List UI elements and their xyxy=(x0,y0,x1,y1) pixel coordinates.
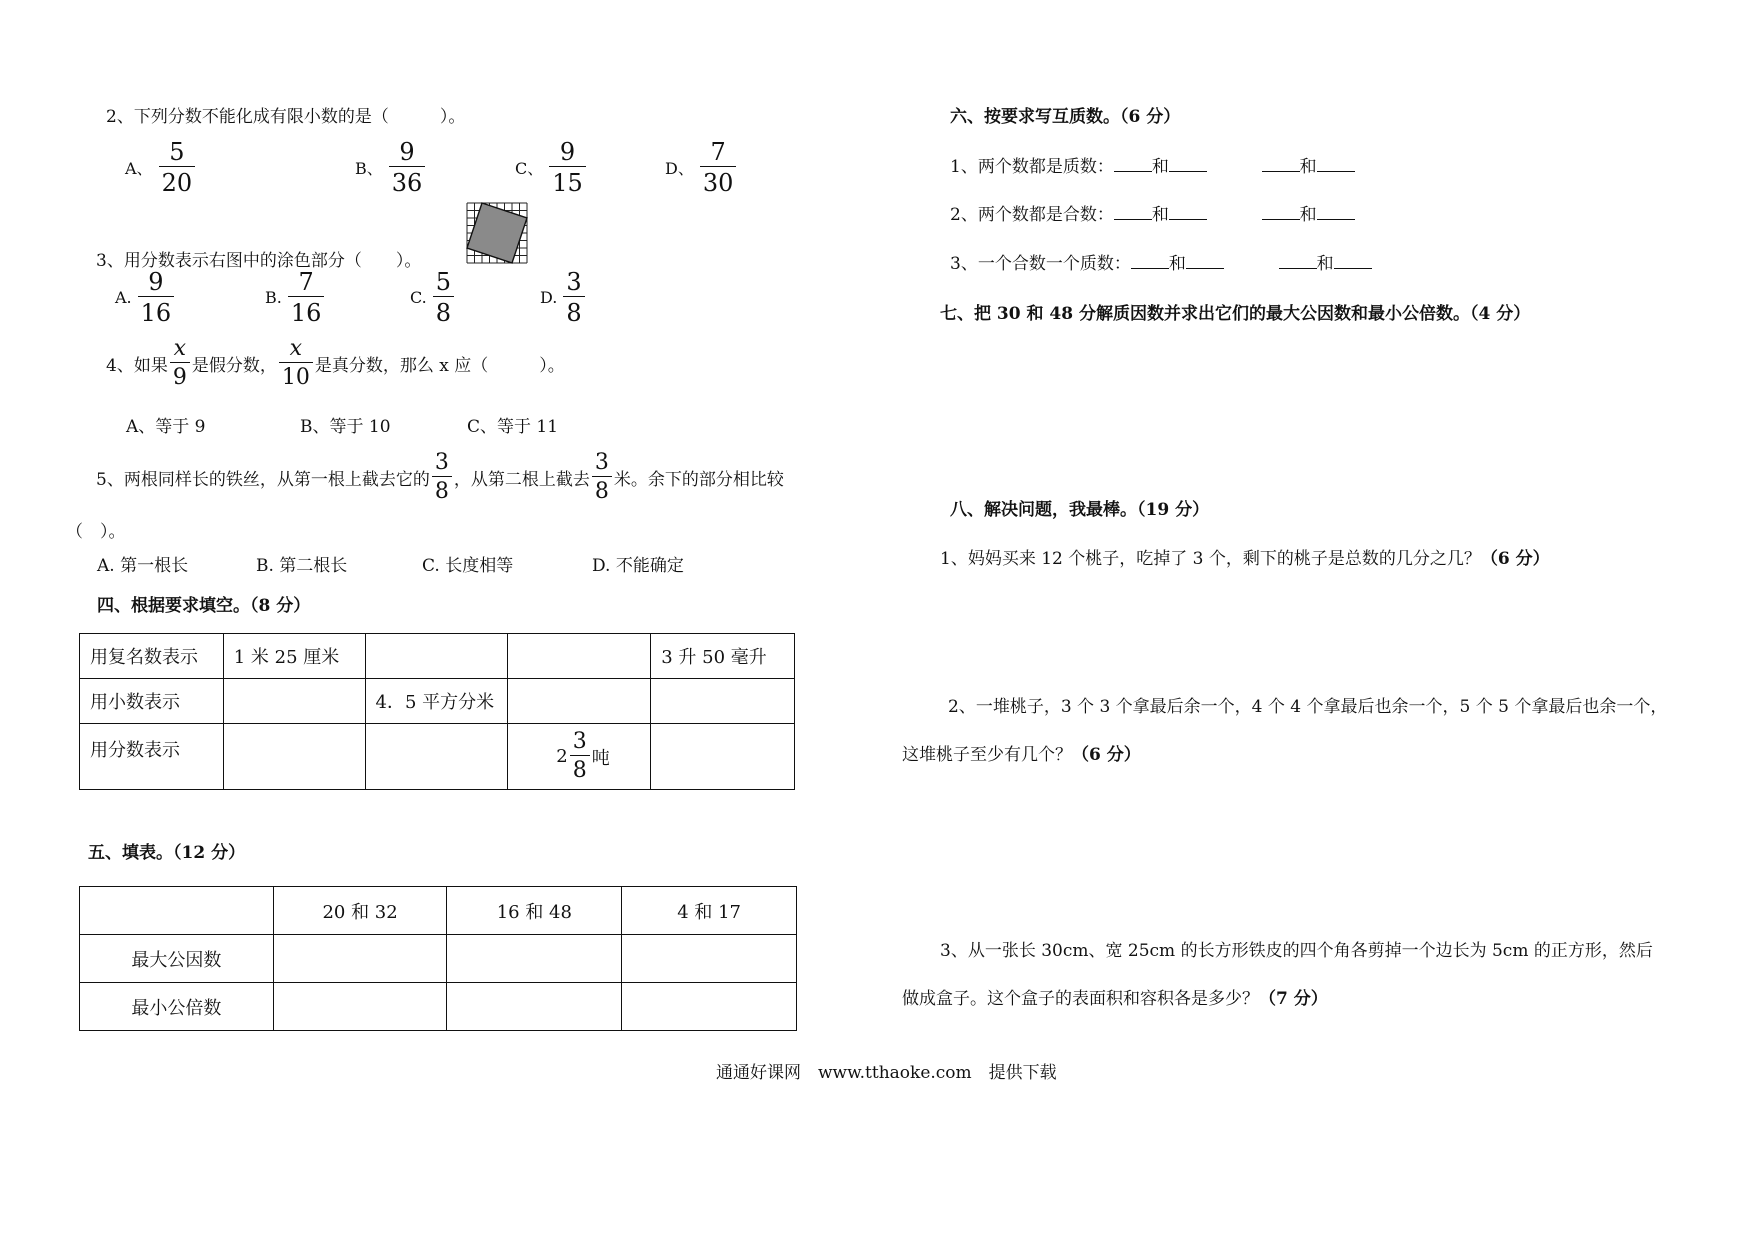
row-header: 用复名数表示 xyxy=(80,634,224,679)
q3-option-c[interactable] xyxy=(410,270,456,325)
problem-2-line1: 2、一堆桃子，3 个 3 个拿最后余一个，4 个 4 个拿最后也余一个，5 个 5 个拿最后也余一个， xyxy=(948,697,1668,717)
table-cell[interactable] xyxy=(447,983,622,1031)
q5-option-d[interactable]: D. 不能确定 xyxy=(592,556,684,576)
fraction: $\frac{9}{36}$ xyxy=(389,140,426,195)
answer-blank[interactable] xyxy=(1279,254,1317,269)
table-cell[interactable] xyxy=(365,634,508,679)
table-cell[interactable] xyxy=(651,724,795,790)
problem-text: 1、妈妈买来 12 个桃子，吃掉了 3 个，剩下的桃子是总数的几分之几？ xyxy=(940,549,1481,569)
item-label: 2、两个数都是合数： xyxy=(950,205,1114,225)
table-row xyxy=(80,724,795,790)
section4-title: 四、根据要求填空。（8 分） xyxy=(97,596,311,616)
table-cell[interactable]: 1 米 25 厘米 xyxy=(223,634,365,679)
table-header xyxy=(80,887,274,935)
q5-prefix: 5、两根同样长的铁丝，从第一根上截去它的 xyxy=(96,470,430,490)
q4-option-b[interactable]: B、等于 10 xyxy=(300,417,391,437)
q5-option-c[interactable]: C. 长度相等 xyxy=(422,556,514,576)
table-header: 4 和 17 xyxy=(622,887,797,935)
answer-blank[interactable] xyxy=(1131,254,1169,269)
option-label: C. xyxy=(410,288,427,307)
fraction: $\frac{3}{8}$ xyxy=(563,270,584,325)
q5-suffix: 米。余下的部分相比较 xyxy=(613,470,784,490)
shaded-grid-figure xyxy=(466,202,528,264)
mixed-unit: 吨 xyxy=(591,747,610,769)
table-row xyxy=(80,634,795,679)
option-label: A. xyxy=(115,288,132,307)
table-cell[interactable] xyxy=(622,935,797,983)
q4-option-a[interactable]: A、等于 9 xyxy=(126,417,206,437)
table-row xyxy=(80,983,797,1031)
table-cell[interactable] xyxy=(273,983,447,1031)
fraction: $\frac{x}{10}$ xyxy=(279,338,313,389)
q2-option-b[interactable] xyxy=(355,140,427,195)
table-row xyxy=(80,679,795,724)
problem-3-line1: 3、从一张长 30cm、宽 25cm 的长方形铁皮的四个角各剪掉一个边长为 5cm 的正方形，然后 xyxy=(940,941,1653,961)
q3-text: 3、用分数表示右图中的涂色部分（ ）。 xyxy=(96,251,422,271)
option-label: A、 xyxy=(125,159,153,178)
answer-blank[interactable] xyxy=(1262,205,1300,220)
table-cell[interactable]: 3 升 50 毫升 xyxy=(651,634,795,679)
and-label: 和 xyxy=(1299,205,1317,225)
table-cell[interactable] xyxy=(365,724,508,790)
problem-2-line2 xyxy=(902,740,1141,765)
answer-blank[interactable] xyxy=(1317,157,1355,172)
answer-blank[interactable] xyxy=(1114,157,1152,172)
and-label: 和 xyxy=(1168,254,1186,274)
footer-credit: 通通好课网 www.tthaoke.com 提供下载 xyxy=(716,1063,1057,1083)
and-label: 和 xyxy=(1299,157,1317,177)
table-cell[interactable] xyxy=(447,935,622,983)
row-header: 最小公倍数 xyxy=(80,983,274,1031)
item-label: 3、一个合数一个质数： xyxy=(950,254,1131,274)
table-cell[interactable] xyxy=(223,724,365,790)
section4-table xyxy=(79,633,795,790)
section6-item-2 xyxy=(950,200,1355,225)
q5-line xyxy=(96,452,784,503)
q5-option-a[interactable]: A. 第一根长 xyxy=(97,556,189,576)
problem-text: 做成盒子。这个盒子的表面积和容积各是多少？ xyxy=(902,989,1259,1009)
row-header: 用小数表示 xyxy=(80,679,224,724)
section6-title: 六、按要求写互质数。（6 分） xyxy=(950,107,1181,127)
option-label: D. xyxy=(540,288,558,307)
and-label: 和 xyxy=(1151,205,1169,225)
table-cell[interactable] xyxy=(273,935,447,983)
and-label: 和 xyxy=(1151,157,1169,177)
problem-text: 这堆桃子至少有几个？ xyxy=(902,745,1072,765)
row-header: 用分数表示 xyxy=(80,724,224,790)
fraction: $\frac{5}{8}$ xyxy=(433,270,454,325)
mixed-number xyxy=(556,731,609,782)
section6-item-1 xyxy=(950,152,1355,177)
table-cell[interactable] xyxy=(223,679,365,724)
problem-3-line2 xyxy=(902,984,1328,1009)
q5-option-b[interactable]: B. 第二根长 xyxy=(256,556,348,576)
section6-item-3 xyxy=(950,249,1372,274)
fraction: $\frac{9}{16}$ xyxy=(138,270,175,325)
q5-line2: （ ）。 xyxy=(66,522,126,542)
row-header: 最大公因数 xyxy=(80,935,274,983)
fraction: $\frac{5}{20}$ xyxy=(159,140,196,195)
answer-blank[interactable] xyxy=(1169,157,1207,172)
q4-line xyxy=(106,338,565,389)
option-label: B. xyxy=(265,288,282,307)
table-row xyxy=(80,935,797,983)
fraction: $\frac{3}{8}$ xyxy=(432,452,452,503)
q3-option-b[interactable] xyxy=(265,270,326,325)
q2-option-d[interactable] xyxy=(665,140,738,195)
q4-prefix: 4、如果 xyxy=(106,356,168,376)
table-cell[interactable] xyxy=(622,983,797,1031)
q3-option-d[interactable] xyxy=(540,270,587,325)
score-label: （6 分） xyxy=(1072,745,1141,765)
mixed-whole: 2 xyxy=(556,746,568,767)
answer-blank[interactable] xyxy=(1186,254,1224,269)
q5-mid: ，从第二根上截去 xyxy=(453,470,590,490)
q2-text: 2、下列分数不能化成有限小数的是（ ）。 xyxy=(106,107,466,127)
answer-blank[interactable] xyxy=(1262,157,1300,172)
table-cell[interactable] xyxy=(508,634,651,679)
option-label: C、 xyxy=(515,159,544,178)
fraction: $\frac{7}{30}$ xyxy=(700,140,737,195)
fraction: $\frac{3}{8}$ xyxy=(570,731,590,782)
table-cell[interactable] xyxy=(651,679,795,724)
section8-title: 八、解决问题，我最棒。（19 分） xyxy=(950,500,1210,520)
q4-option-c[interactable]: C、等于 11 xyxy=(467,417,559,437)
table-cell[interactable] xyxy=(508,679,651,724)
fraction: $\frac{3}{8}$ xyxy=(592,452,612,503)
q2-option-a[interactable] xyxy=(125,140,197,195)
q4-suffix: 是真分数，那么 x 应（ ）。 xyxy=(314,356,565,376)
section5-title: 五、填表。（12 分） xyxy=(88,843,246,863)
table-cell[interactable] xyxy=(508,724,651,790)
table-header: 20 和 32 xyxy=(273,887,447,935)
q2-option-c[interactable] xyxy=(515,140,588,195)
table-header: 16 和 48 xyxy=(447,887,622,935)
option-label: D、 xyxy=(665,159,694,178)
q3-option-a[interactable] xyxy=(115,270,176,325)
section5-table xyxy=(79,886,797,1031)
fraction: $\frac{7}{16}$ xyxy=(288,270,325,325)
answer-blank[interactable] xyxy=(1334,254,1372,269)
table-row xyxy=(80,887,797,935)
fraction: $\frac{x}{9}$ xyxy=(170,338,190,389)
section7-title: 七、把 30 和 48 分解质因数并求出它们的最大公因数和最小公倍数。（4 分） xyxy=(940,304,1531,324)
score-label: （7 分） xyxy=(1259,989,1328,1009)
option-label: B、 xyxy=(355,159,383,178)
answer-blank[interactable] xyxy=(1114,205,1152,220)
table-cell[interactable]: 4．5 平方分米 xyxy=(365,679,508,724)
q4-mid: 是假分数， xyxy=(191,356,277,376)
and-label: 和 xyxy=(1316,254,1334,274)
fraction: $\frac{9}{15}$ xyxy=(549,140,586,195)
score-label: （6 分） xyxy=(1480,549,1550,569)
problem-1 xyxy=(940,544,1550,569)
answer-blank[interactable] xyxy=(1317,205,1355,220)
answer-blank[interactable] xyxy=(1169,205,1207,220)
item-label: 1、两个数都是质数： xyxy=(950,157,1114,177)
